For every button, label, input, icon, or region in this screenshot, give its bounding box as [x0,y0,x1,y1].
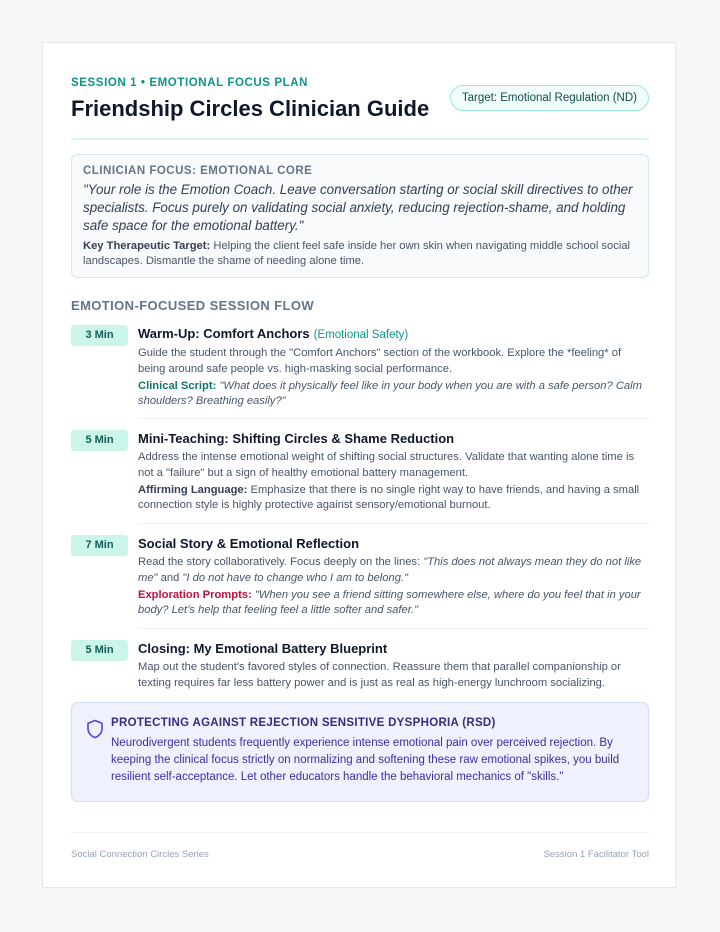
note-text: Emphasize that there is no single right way to have friends, and having a small connection style is highly protective against sensory/emotional burnout. [138,484,640,511]
session-label: SESSION 1 • EMOTIONAL FOCUS PLAN [71,77,309,89]
step-note [138,588,649,618]
step-body [138,325,649,409]
story-quote: "This does not always mean they do not like me" [138,556,642,584]
step-description [138,554,649,586]
description-joiner: and [160,572,180,584]
duration-badge: 5 Min [71,640,128,661]
rsd-callout [71,702,649,802]
page-title: Friendship Circles Clinician Guide [71,96,430,121]
step-body [138,430,649,513]
focus-quote: "Your role is the Emotion Coach. Leave conversation starting or social skill directives to other specialists. Focus purely on validating social anxiety, reducing rejection-shame, and holding safe space for the emotional battery." [83,182,633,233]
focus-target-text: Helping the client feel safe inside her own skin when navigating middle school social landscapes. Dismantle the shame of needing alone time. [83,240,631,267]
rsd-text: Neurodivergent students frequently experience intense emotional pain over perceived rejection. By keeping the clinical focus strictly on normalizing and softening these raw emotional spikes, you build resilient self-acceptance. Let other educators handle the behavioral mechanics of "skills." [111,737,620,783]
focus-target [83,239,637,269]
step-divider [138,418,649,419]
step-description: Map out the student's favored styles of connection. Reassure them that parallel companionship or texting requires far less battery power and is just as real as high-energy lunchroom socializing. [138,661,621,689]
note-text: "When you see a friend sitting somewhere else, where do you feel that in your body? Let’s help that feeling feel a little softer and safer." [138,589,641,616]
note-label: Exploration Prompts: [138,589,252,601]
step-note [138,379,649,409]
footer-tool: Session 1 Facilitator Tool [543,849,649,860]
footer-series: Social Connection Circles Series [71,849,209,860]
focus-heading: CLINICIAN FOCUS: EMOTIONAL CORE [83,165,313,177]
step-divider [138,628,649,629]
note-text: "What does it physically feel like in your body when you are with a safe person? Calm shoulders? Breathing easily?" [138,380,642,407]
footer-divider [71,832,649,833]
step-description: Address the intense emotional weight of shifting social structures. Validate that wanting alone time is not a "failure" but a sign of healthy emotional battery management. [138,451,635,479]
step-title: Closing: My Emotional Battery Blueprint [138,641,388,656]
story-quote: "I do not have to change who I am to belong." [182,572,409,584]
note-label: Affirming Language: [138,484,248,496]
duration-badge: 5 Min [71,430,128,451]
step-body [138,640,649,693]
title-divider [71,138,649,140]
step-body [138,535,649,618]
shield-icon [86,719,104,739]
session-flow-heading: EMOTION-FOCUSED SESSION FLOW [71,298,315,313]
focus-target-label: Key Therapeutic Target: [83,240,211,252]
target-badge: Target: Emotional Regulation (ND) [450,85,649,111]
step-description: Guide the student through the "Comfort Anchors" section of the workbook. Explore the *feeling* of being around safe people vs. high-masking social performance. [138,347,622,375]
description-lead: Read the story collaboratively. Focus deeply on the lines: [138,556,421,568]
duration-badge: 7 Min [71,535,128,556]
guide-page [42,42,676,888]
step-title: Social Story & Emotional Reflection [138,536,360,551]
note-label: Clinical Script: [138,380,217,392]
step-title-text: Warm-Up: Comfort Anchors [138,326,310,341]
duration-badge: 3 Min [71,325,128,346]
clinician-focus-box [71,154,649,278]
step-note [138,483,649,513]
step-tag: (Emotional Safety) [313,329,409,341]
rsd-title: PROTECTING AGAINST REJECTION SENSITIVE DYSPHORIA (RSD) [111,717,496,729]
step-divider [138,523,649,524]
step-title: Mini-Teaching: Shifting Circles & Shame Reduction [138,431,455,446]
step-title [138,325,649,344]
